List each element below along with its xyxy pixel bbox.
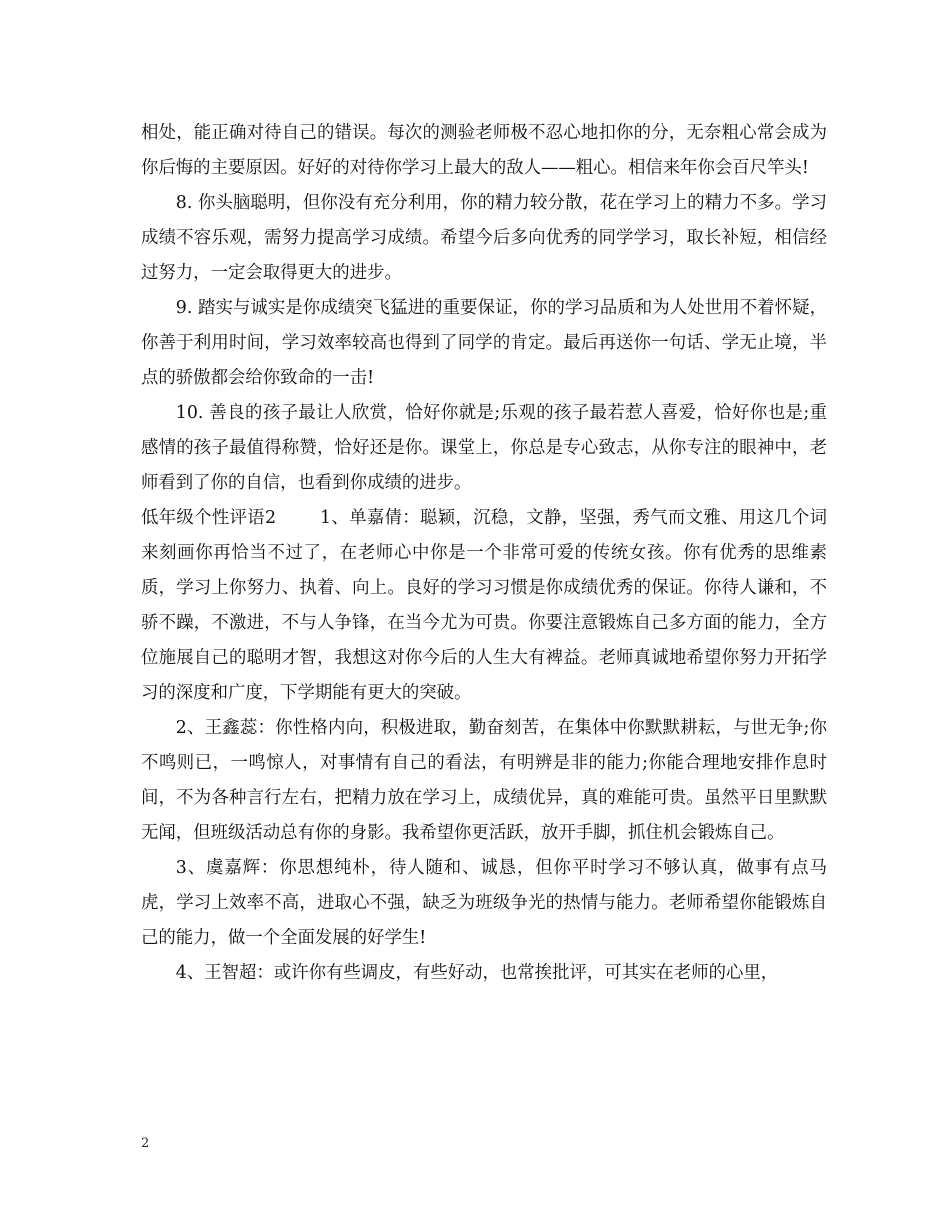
paragraph-continuation: 相处，能正确对待自己的错误。每次的测验老师极不忍心地扣你的分，无奈粗心常会成为你后悔的主要原因。好好的对待你学习上最大的敌人——粗心。相信来年你会百尺竿头! [141,123,827,178]
paragraph-comment-yu-jiahui: 3、虞嘉辉：你思想纯朴，待人随和、诚恳，但你平时学习不够认真，做事有点马虎，学习上效率不高，进取心不强，缺乏为班级争光的热情与能力。老师希望你能锻炼自己的能力，做一个全面发展的好学生! [141,858,827,948]
paragraph-comment-8: 8. 你头脑聪明，但你没有充分利用，你的精力较分散，花在学习上的精力不多。学习成绩不容乐观，需努力提高学习成绩。希望今后多向优秀的同学学习，取长补短，相信经过努力，一定会取得更大的进步。 [141,193,827,283]
document-body [141,116,827,991]
paragraph-comment-wang-xinrui: 2、王鑫蕊：你性格内向，积极进取，勤奋刻苦，在集体中你默默耕耘，与世无争;你不鸣则已，一鸣惊人，对事情有自己的看法，有明辨是非的能力;你能合理地安排作息时间，不为各种言行左右，把精力放在学习上，成绩优异，真的难能可贵。虽然平日里默默无闻，但班级活动总有你的身影。我希望你更活跃，放开手脚，抓住机会锻炼自己。 [141,718,827,843]
paragraph-comment-9: 9. 踏实与诚实是你成绩突飞猛进的重要保证，你的学习品质和为人处世用不着怀疑，你善于利用时间，学习效率较高也得到了同学的肯定。最后再送你一句话、学无止境，半点的骄傲都会给你致命的一击! [141,298,827,388]
section-heading: 低年级个性评语2 [141,508,277,528]
paragraph-section-2-start [141,501,827,711]
paragraph-comment-10: 10. 善良的孩子最让人欣赏，恰好你就是;乐观的孩子最若惹人喜爱，恰好你也是;重感情的孩子最值得称赞，恰好还是你。课堂上，你总是专心致志，从你专注的眼神中，老师看到了你的自信，也看到你成绩的进步。 [141,403,827,493]
paragraph-comment-shan-jiaqian: 1、单嘉倩：聪颖，沉稳，文静，坚强，秀气而文雅、用这几个词来刻画你再恰当不过了，在老师心中你是一个非常可爱的传统女孩。你有优秀的思维素质，学习上你努力、执着、向上。良好的学习习惯是你成绩优秀的保证。你待人谦和，不骄不躁，不激进，不与人争锋，在当今尤为可贵。你要注意锻炼自己多方面的能力，全方位施展自己的聪明才智，我想这对你今后的人生大有裨益。老师真诚地希望你努力开拓学习的深度和广度，下学期能有更大的突破。 [141,508,827,703]
paragraph-comment-wang-zhichao: 4、王智超：或许你有些调皮，有些好动，也常挨批评，可其实在老师的心里， [175,963,779,983]
page-number: 2 [141,1136,150,1151]
